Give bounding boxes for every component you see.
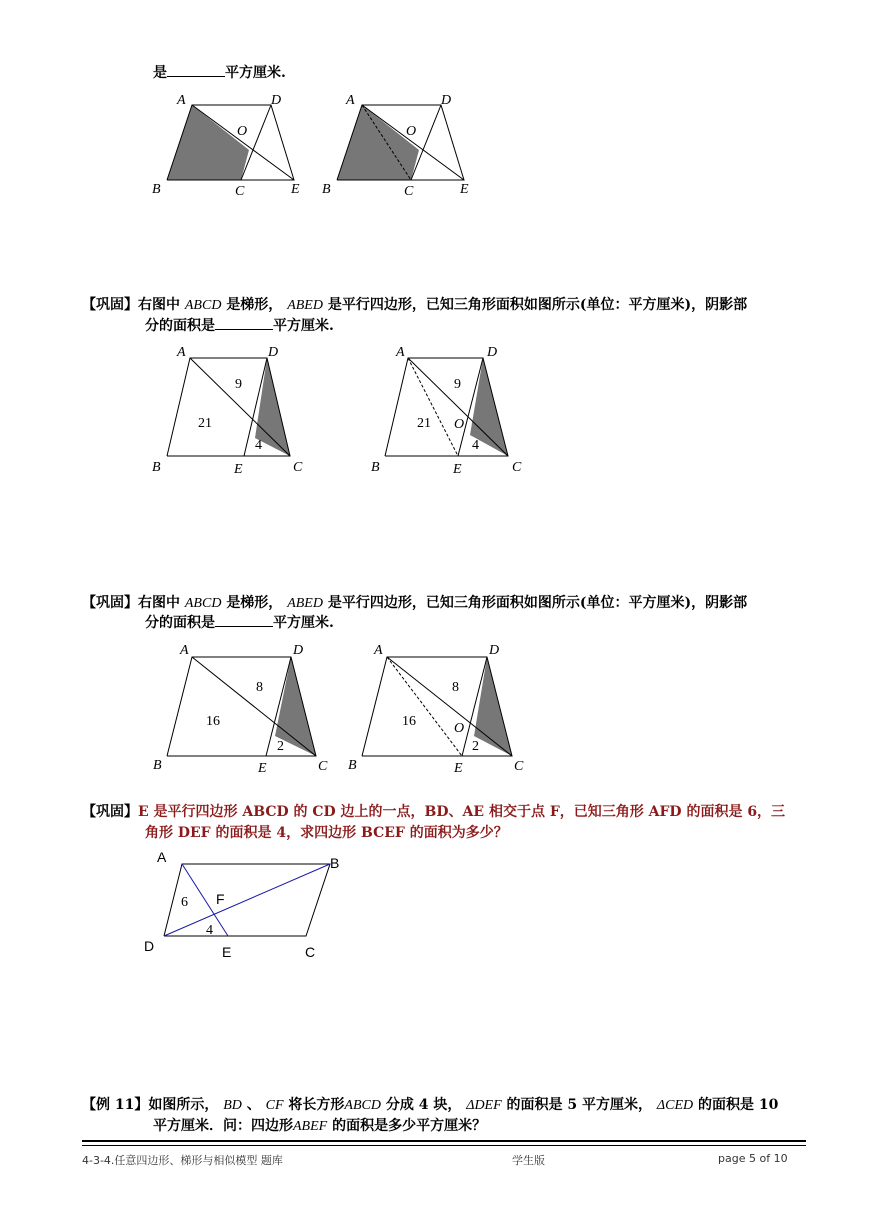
area-label: 21: [417, 416, 431, 431]
area-label: 9: [454, 377, 461, 392]
label-B: B: [153, 758, 162, 773]
area-label: 2: [277, 739, 284, 754]
problem2-line1: 【巩固】右图中 ABCD 是梯形， ABED 是平行四边形，已知三角形面积如图所示(单位：平方厘米)，阴影部: [82, 595, 748, 611]
label-D: D: [144, 938, 155, 954]
footer-center: 学生版: [512, 1154, 545, 1167]
label-A: A: [180, 643, 189, 658]
label-O: O: [454, 721, 465, 736]
problem3-line1: 【巩固】E 是平行四边形 ABCD 的 CD 边上的一点，BD、AE 相交于点 F，已知三角形 AFD 的面积是 6，三: [82, 804, 786, 820]
area-label: 21: [198, 416, 212, 431]
label-E: E: [291, 182, 300, 197]
label-E: E: [234, 462, 243, 477]
problem3-line2: 角形 DEF 的面积是 4，求四边形 BCEF 的面积为多少？: [145, 825, 508, 841]
footer-left: 4-3-4.任意四边形、梯形与相似模型 题库: [82, 1154, 283, 1167]
label-C: C: [305, 944, 316, 960]
figure-problem3: [140, 848, 360, 968]
label-D: D: [441, 93, 452, 108]
footer-rule-thick: [82, 1140, 806, 1142]
label-O: O: [406, 124, 417, 139]
area-label: 4: [472, 438, 479, 453]
label-D: D: [268, 345, 279, 360]
label-E: E: [453, 462, 462, 477]
label-C: C: [293, 460, 303, 475]
figure-problem1: [140, 338, 540, 483]
problem1-line1: 【巩固】右图中 ABCD 是梯形， ABED 是平行四边形，已知三角形面积如图所示(单位：平方厘米)，阴影部: [82, 297, 748, 313]
label-C: C: [318, 759, 328, 774]
side-line: [411, 105, 441, 180]
label-D: D: [489, 643, 500, 658]
area-label: 16: [402, 714, 416, 729]
answer-blank: [215, 612, 273, 627]
label-B: B: [152, 460, 161, 475]
dashed-line: [408, 358, 458, 456]
label-C: C: [404, 184, 414, 199]
label-B: B: [330, 855, 340, 871]
example11-line2: 平方厘米．问：四边形ABEF 的面积是多少平方厘米？: [153, 1118, 487, 1134]
footer-rule-thin: [82, 1145, 806, 1146]
answer-blank: [167, 62, 225, 77]
area-label: 9: [235, 377, 242, 392]
example11-line1: 【例 11】如图所示， BD 、 CF 将长方形ABCD 分成 4 块， ΔDEF 的面积是 5 平方厘米， ΔCED 的面积是 10: [82, 1097, 779, 1113]
label-E: E: [460, 182, 469, 197]
area-label: 2: [472, 739, 479, 754]
label-C: C: [514, 759, 524, 774]
label-E: E: [258, 761, 267, 776]
footer-page-number: page 5 of 10: [718, 1152, 788, 1165]
area-label: 4: [206, 923, 213, 938]
label-B: B: [152, 182, 161, 197]
label-B: B: [348, 758, 357, 773]
figure-top-pair: [140, 85, 490, 205]
label-A: A: [157, 849, 167, 865]
label-A: A: [374, 643, 383, 658]
label-E: E: [222, 944, 232, 960]
problem2-line2: 分的面积是 平方厘米.: [145, 612, 334, 634]
answer-blank: [215, 315, 273, 330]
label-A: A: [177, 93, 186, 108]
figure-problem2: [140, 636, 540, 781]
label-C: C: [512, 460, 522, 475]
label-D: D: [487, 345, 498, 360]
problem1-line2: 分的面积是 平方厘米.: [145, 315, 334, 337]
label-B: B: [322, 182, 331, 197]
area-label: 8: [256, 680, 263, 695]
dashed-line: [387, 657, 465, 756]
area-label: 4: [255, 438, 262, 453]
label-A: A: [396, 345, 405, 360]
label-C: C: [235, 184, 245, 199]
label-O: O: [454, 417, 465, 432]
top-line: 是 平方厘米.: [153, 62, 286, 84]
label-D: D: [271, 93, 282, 108]
label-A: A: [177, 345, 186, 360]
side-line: [241, 105, 271, 180]
area-label: 16: [206, 714, 220, 729]
label-D: D: [293, 643, 304, 658]
label-B: B: [371, 460, 380, 475]
area-label: 6: [181, 895, 188, 910]
label-A: A: [346, 93, 355, 108]
area-label: 8: [452, 680, 459, 695]
label-O: O: [237, 124, 248, 139]
label-E: E: [454, 761, 463, 776]
label-F: F: [216, 891, 225, 907]
